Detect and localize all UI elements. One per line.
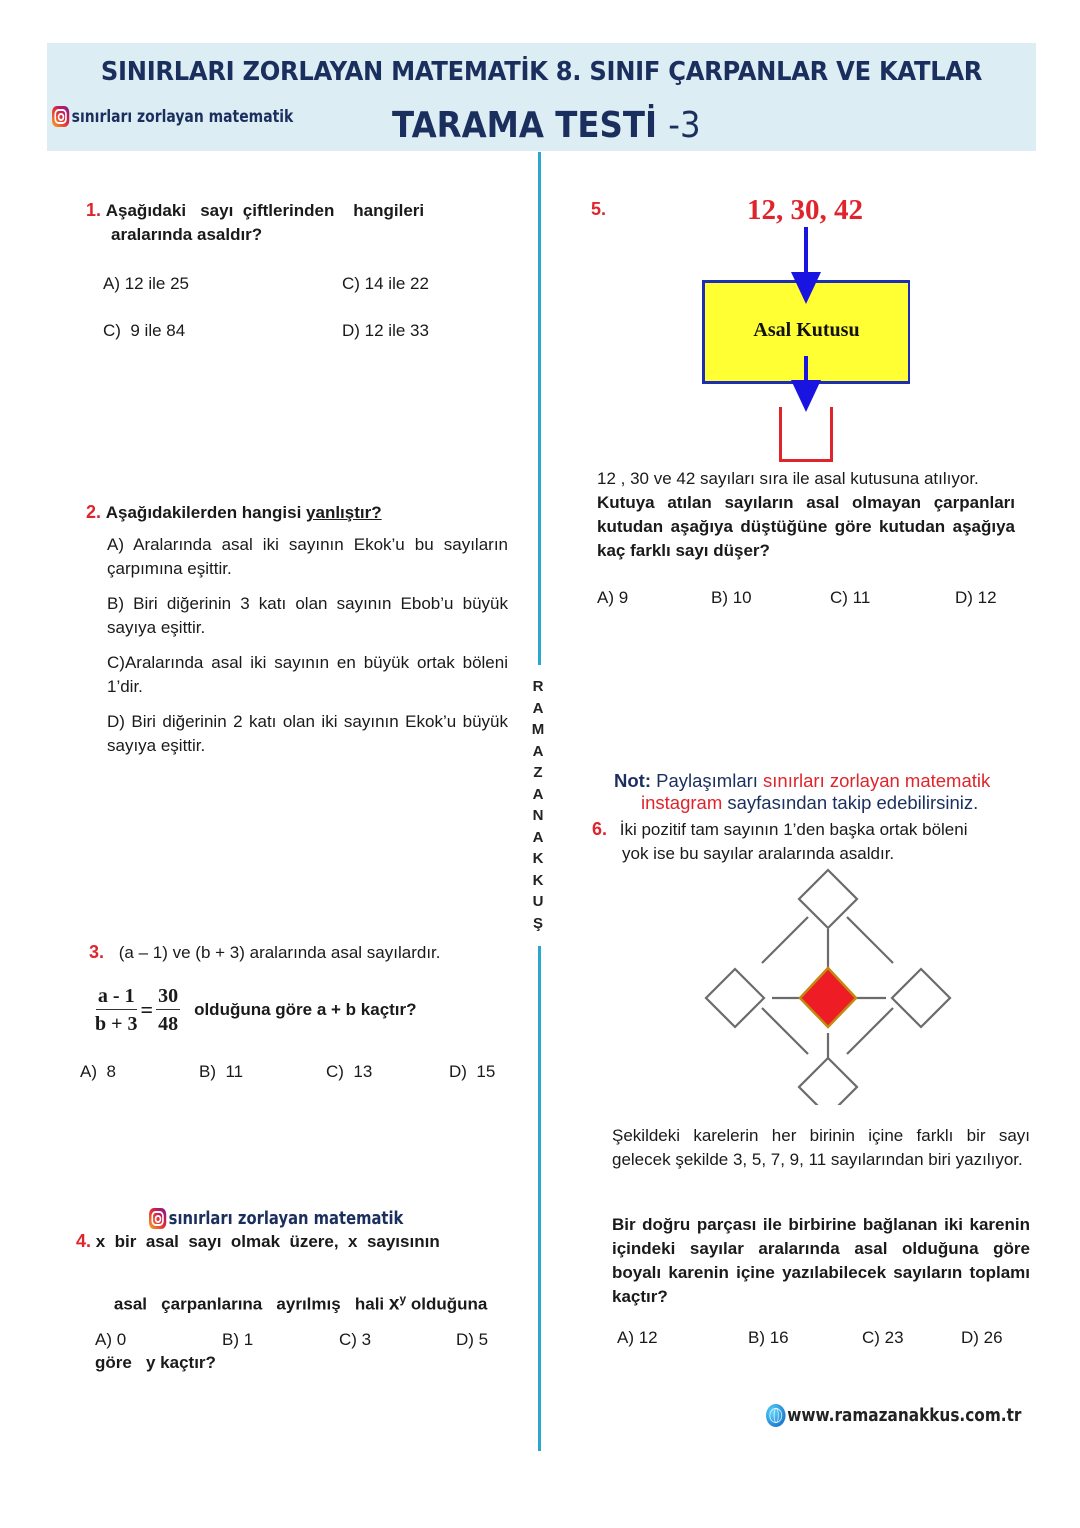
column-divider-bottom xyxy=(538,946,541,1451)
letter: M xyxy=(531,721,545,738)
letter: A xyxy=(532,742,544,760)
question-text-emphasis: yanlıştır? xyxy=(306,503,382,522)
question-text: olduğuna göre a + b kaçtır? xyxy=(194,1000,417,1019)
denominator: 48 xyxy=(158,1013,179,1035)
option-c[interactable]: C) 13 xyxy=(326,1062,373,1081)
fraction-left xyxy=(95,985,138,1035)
option-d[interactable]: D) 12 xyxy=(955,588,997,607)
test-title xyxy=(392,105,701,146)
option-a[interactable]: A) 12 xyxy=(617,1328,658,1347)
definition-text: İki pozitif tam sayının 1’den başka ortak böleni xyxy=(619,820,968,839)
edge xyxy=(762,1008,808,1054)
option-b[interactable]: B) Biri diğerinin 3 katı olan sayının Ebob’u büyük sayıya eşittir. xyxy=(107,594,508,637)
question-number: 3. xyxy=(89,942,105,962)
page-header xyxy=(47,43,1036,151)
edge xyxy=(847,1008,893,1054)
letter: A xyxy=(532,699,544,717)
squares-diagram xyxy=(700,865,990,1105)
instagram-handle-text: sınırları zorlayan matematik xyxy=(71,106,294,127)
option-d[interactable]: D) 15 xyxy=(449,1062,496,1081)
option-a[interactable]: A) 8 xyxy=(80,1062,116,1081)
option-c[interactable]: C) 9 ile 84 xyxy=(103,321,186,340)
question-6-text: Şekildeki karelerin her birinin içine farklı bir sayı gelecek şekilde 3, 5, 7, 9, 11 sayılarından biri yazılıyor. xyxy=(612,1126,1030,1169)
option-c[interactable]: C)Aralarında asal iki sayının en büyük ortak böleni 1’dir. xyxy=(107,653,508,696)
note-text: sayfasından takip edebilirsiniz. xyxy=(722,792,979,813)
option-d[interactable]: D) 26 xyxy=(961,1328,1003,1347)
output-bucket xyxy=(779,407,833,462)
question-text: olduğuna xyxy=(406,1294,488,1314)
note-text: Paylaşımları xyxy=(656,770,764,791)
power-base: x xyxy=(388,1293,400,1315)
option-c[interactable]: C) 11 xyxy=(830,588,871,607)
denominator: b + 3 xyxy=(95,1013,138,1035)
letter: K xyxy=(532,850,544,867)
option-d[interactable]: D) 5 xyxy=(456,1330,489,1349)
note-instagram-name[interactable]: sınırları zorlayan matematik xyxy=(763,770,991,791)
question-text: göre y kaçtır? xyxy=(95,1352,216,1372)
header-title: SINIRLARI ZORLAYAN MATEMATİK 8. SINIF ÇARPANLAR VE KATLAR xyxy=(100,57,983,87)
arrow-down-icon xyxy=(791,272,821,304)
note-instagram-label[interactable]: instagram xyxy=(641,792,723,813)
option-b[interactable]: B) 1 xyxy=(222,1330,254,1349)
letter: N xyxy=(532,807,544,824)
letter: Z xyxy=(533,764,543,781)
question-3-equation xyxy=(95,985,417,1035)
definition-text: yok ise bu sayılar aralarında asaldır. xyxy=(622,844,895,863)
option-b[interactable]: B) 10 xyxy=(711,588,752,607)
test-number: -3 xyxy=(668,105,701,146)
asal-box-label: Asal Kutusu xyxy=(753,319,860,341)
note xyxy=(614,770,990,814)
instagram-handle-watermark xyxy=(149,1208,403,1229)
option-d[interactable]: D) 12 ile 33 xyxy=(342,321,429,340)
instagram-icon xyxy=(52,106,69,127)
input-numbers: 12, 30, 42 xyxy=(747,194,863,226)
numerator: 30 xyxy=(156,985,180,1010)
bottom-square xyxy=(799,1058,857,1105)
question-6-question: Bir doğru parçası ile birbirine bağlanan iki karenin içindeki sayılar aralarında asal olduğuna göre boyalı karenin içine yazılabilecek sayıların toplamı kaçtır? xyxy=(612,1215,1030,1306)
website-link[interactable] xyxy=(766,1404,1021,1427)
right-square xyxy=(892,969,950,1027)
question-text: Aşağıdaki sayı çiftlerinden hangileri xyxy=(105,201,425,220)
question-5-text: 12 , 30 ve 42 sayıları sıra ile asal kutusuna atılıyor. xyxy=(597,469,979,488)
question-number: 1. xyxy=(86,200,102,220)
edge xyxy=(762,917,808,963)
question-text: aralarında asaldır? xyxy=(111,225,263,244)
option-b[interactable]: C) 14 ile 22 xyxy=(342,274,429,293)
letter: Ş xyxy=(532,914,543,932)
question-1 xyxy=(86,198,476,247)
test-title-text: TARAMA TESTİ xyxy=(392,105,658,146)
note-label: Not: xyxy=(614,770,651,791)
vertical-author-name xyxy=(528,676,548,934)
option-c[interactable]: C) 23 xyxy=(862,1328,904,1347)
question-6-definition xyxy=(592,817,968,866)
question-text: x bir asal sayı olmak üzere, x sayısının xyxy=(95,1232,440,1251)
instagram-handle-text: sınırları zorlayan matematik xyxy=(168,1208,404,1229)
arrow-in-shaft xyxy=(804,227,808,277)
question-number: 6. xyxy=(592,819,608,839)
question-5-question: Kutuya atılan sayıların asal olmayan çarpanları kutudan aşağıya düştüğüne göre kutudan aşağıya kaç farklı sayı düşer? xyxy=(597,493,1015,560)
instagram-handle xyxy=(52,106,293,127)
power-exponent: y xyxy=(399,1292,407,1306)
question-number: 4. xyxy=(76,1231,92,1251)
option-b[interactable]: B) 11 xyxy=(199,1062,244,1081)
left-square xyxy=(706,969,764,1027)
question-number: 5. xyxy=(591,199,607,219)
letter: A xyxy=(532,785,544,803)
option-a[interactable]: A) 9 xyxy=(597,588,629,607)
question-text: (a – 1) ve (b + 3) aralarında asal sayılardır. xyxy=(118,943,441,962)
option-a[interactable]: A) Aralarında asal iki sayının Ekok’u bu sayıların çarpımına eşittir. xyxy=(107,535,508,578)
question-3 xyxy=(89,940,441,965)
website-url[interactable]: www.ramazanakkus.com.tr xyxy=(787,1405,1022,1426)
option-a[interactable]: A) 12 ile 25 xyxy=(103,274,189,293)
letter: A xyxy=(532,828,544,846)
option-d[interactable]: D) Biri diğerinin 2 katı olan iki sayının Ekok’u büyük sayıya eşittir. xyxy=(107,712,508,755)
column-divider-top xyxy=(538,152,541,665)
letter: U xyxy=(532,893,544,910)
question-2 xyxy=(86,500,516,525)
question-number: 2. xyxy=(86,502,102,522)
question-text: asal çarpanlarına ayrılmış hali xyxy=(113,1294,389,1314)
shaded-square xyxy=(800,968,856,1027)
instagram-icon xyxy=(149,1208,166,1229)
fraction-right xyxy=(156,985,180,1035)
question-text: Aşağıdakilerden hangisi xyxy=(105,503,307,522)
letter: K xyxy=(532,871,544,889)
letter: R xyxy=(532,678,544,695)
edge xyxy=(847,917,893,963)
equals-sign: = xyxy=(140,997,154,1022)
option-a[interactable]: A) 0 xyxy=(95,1330,127,1349)
numerator: a - 1 xyxy=(96,985,137,1010)
option-c[interactable]: C) 3 xyxy=(339,1330,372,1349)
globe-icon xyxy=(766,1404,786,1427)
question-4 xyxy=(76,1227,506,1377)
option-b[interactable]: B) 16 xyxy=(748,1328,789,1347)
